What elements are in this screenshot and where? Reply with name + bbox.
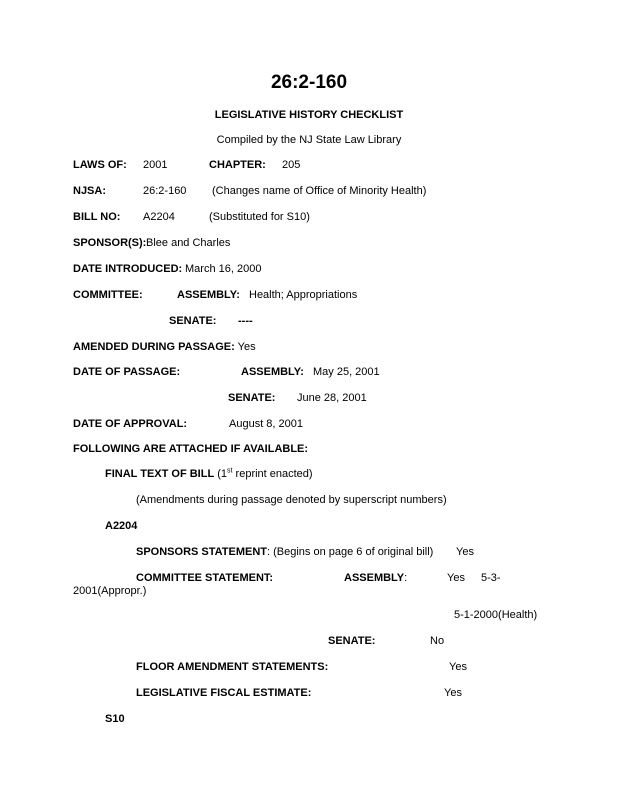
a2204-heading: A2204 bbox=[105, 520, 138, 532]
passage-assembly-value: May 25, 2001 bbox=[313, 366, 380, 378]
final-text-label: FINAL TEXT OF BILL bbox=[105, 468, 215, 480]
committee-label: COMMITTEE: bbox=[73, 289, 143, 301]
date-introduced-value: March 16, 2000 bbox=[185, 263, 262, 275]
final-text-note-pre: (1 bbox=[217, 468, 228, 480]
laws-of-value: 2001 bbox=[143, 159, 168, 171]
statement-senate-value: No bbox=[430, 635, 445, 647]
committee-senate-label: SENATE: bbox=[169, 315, 217, 327]
njsa-value: 26:2-160 bbox=[143, 185, 187, 197]
date-of-passage-label: DATE OF PASSAGE: bbox=[73, 366, 181, 378]
njsa-note: (Changes name of Office of Minority Health) bbox=[212, 185, 427, 197]
bill-no-label: BILL NO: bbox=[73, 211, 121, 223]
laws-of-label: LAWS OF: bbox=[73, 159, 127, 171]
sponsors-statement-value: Yes bbox=[456, 546, 474, 558]
passage-assembly-label: ASSEMBLY: bbox=[241, 366, 304, 378]
bill-no-value: A2204 bbox=[143, 211, 175, 223]
sponsors-label: SPONSOR(S): bbox=[73, 237, 147, 249]
statement-assembly-value: Yes bbox=[447, 572, 465, 584]
passage-senate-label: SENATE: bbox=[228, 392, 276, 404]
committee-assembly-label: ASSEMBLY: bbox=[177, 289, 240, 301]
fiscal-estimate-label: LEGISLATIVE FISCAL ESTIMATE: bbox=[136, 687, 312, 699]
page-title: 26:2-160 bbox=[270, 72, 348, 93]
sponsors-value: Blee and Charles bbox=[146, 237, 231, 249]
statement-assembly-label: ASSEMBLY bbox=[344, 572, 405, 584]
committee-statement-label: COMMITTEE STATEMENT: bbox=[136, 572, 274, 584]
sponsors-statement-row bbox=[136, 546, 433, 559]
fiscal-estimate-value: Yes bbox=[444, 687, 462, 699]
final-text-note-sup: st bbox=[227, 467, 233, 475]
committee-senate-value: ---- bbox=[238, 315, 253, 327]
statement-assembly-date-1b: 2001(Appropr.) bbox=[73, 585, 147, 597]
sponsors-statement-note: : (Begins on page 6 of original bill) bbox=[267, 546, 434, 558]
document-subtitle: LEGISLATIVE HISTORY CHECKLIST bbox=[214, 109, 404, 121]
compiled-by: Compiled by the NJ State Law Library bbox=[216, 134, 402, 146]
committee-assembly-value: Health; Appropriations bbox=[249, 289, 358, 301]
sponsors-statement-label: SPONSORS STATEMENT bbox=[136, 546, 267, 558]
statement-senate-label: SENATE: bbox=[328, 635, 376, 647]
amended-value: Yes bbox=[237, 341, 256, 353]
amendments-note: (Amendments during passage denoted by superscript numbers) bbox=[136, 494, 447, 506]
final-text-row bbox=[105, 468, 313, 481]
date-of-approval-label: DATE OF APPROVAL: bbox=[73, 418, 188, 430]
floor-amendment-label: FLOOR AMENDMENT STATEMENTS: bbox=[136, 661, 329, 673]
amended-label: AMENDED DURING PASSAGE: bbox=[73, 341, 235, 353]
date-introduced-label: DATE INTRODUCED: bbox=[73, 263, 183, 275]
final-text-note-post: reprint enacted) bbox=[232, 468, 313, 480]
chapter-label: CHAPTER: bbox=[209, 159, 266, 171]
floor-amendment-value: Yes bbox=[449, 661, 467, 673]
date-of-approval-value: August 8, 2001 bbox=[229, 418, 304, 430]
njsa-label: NJSA: bbox=[73, 185, 107, 197]
passage-senate-value: June 28, 2001 bbox=[297, 392, 367, 404]
statement-assembly-date-1a: 5-3- bbox=[481, 572, 501, 584]
statement-assembly-colon: : bbox=[404, 572, 408, 584]
s10-heading: S10 bbox=[105, 713, 125, 725]
amended-row bbox=[73, 341, 256, 354]
chapter-value: 205 bbox=[282, 159, 301, 171]
bill-no-note: (Substituted for S10) bbox=[209, 211, 310, 223]
statement-assembly-date-2: 5-1-2000(Health) bbox=[454, 609, 538, 621]
attached-heading: FOLLOWING ARE ATTACHED IF AVAILABLE: bbox=[73, 443, 309, 455]
statement-assembly-row bbox=[344, 572, 407, 585]
